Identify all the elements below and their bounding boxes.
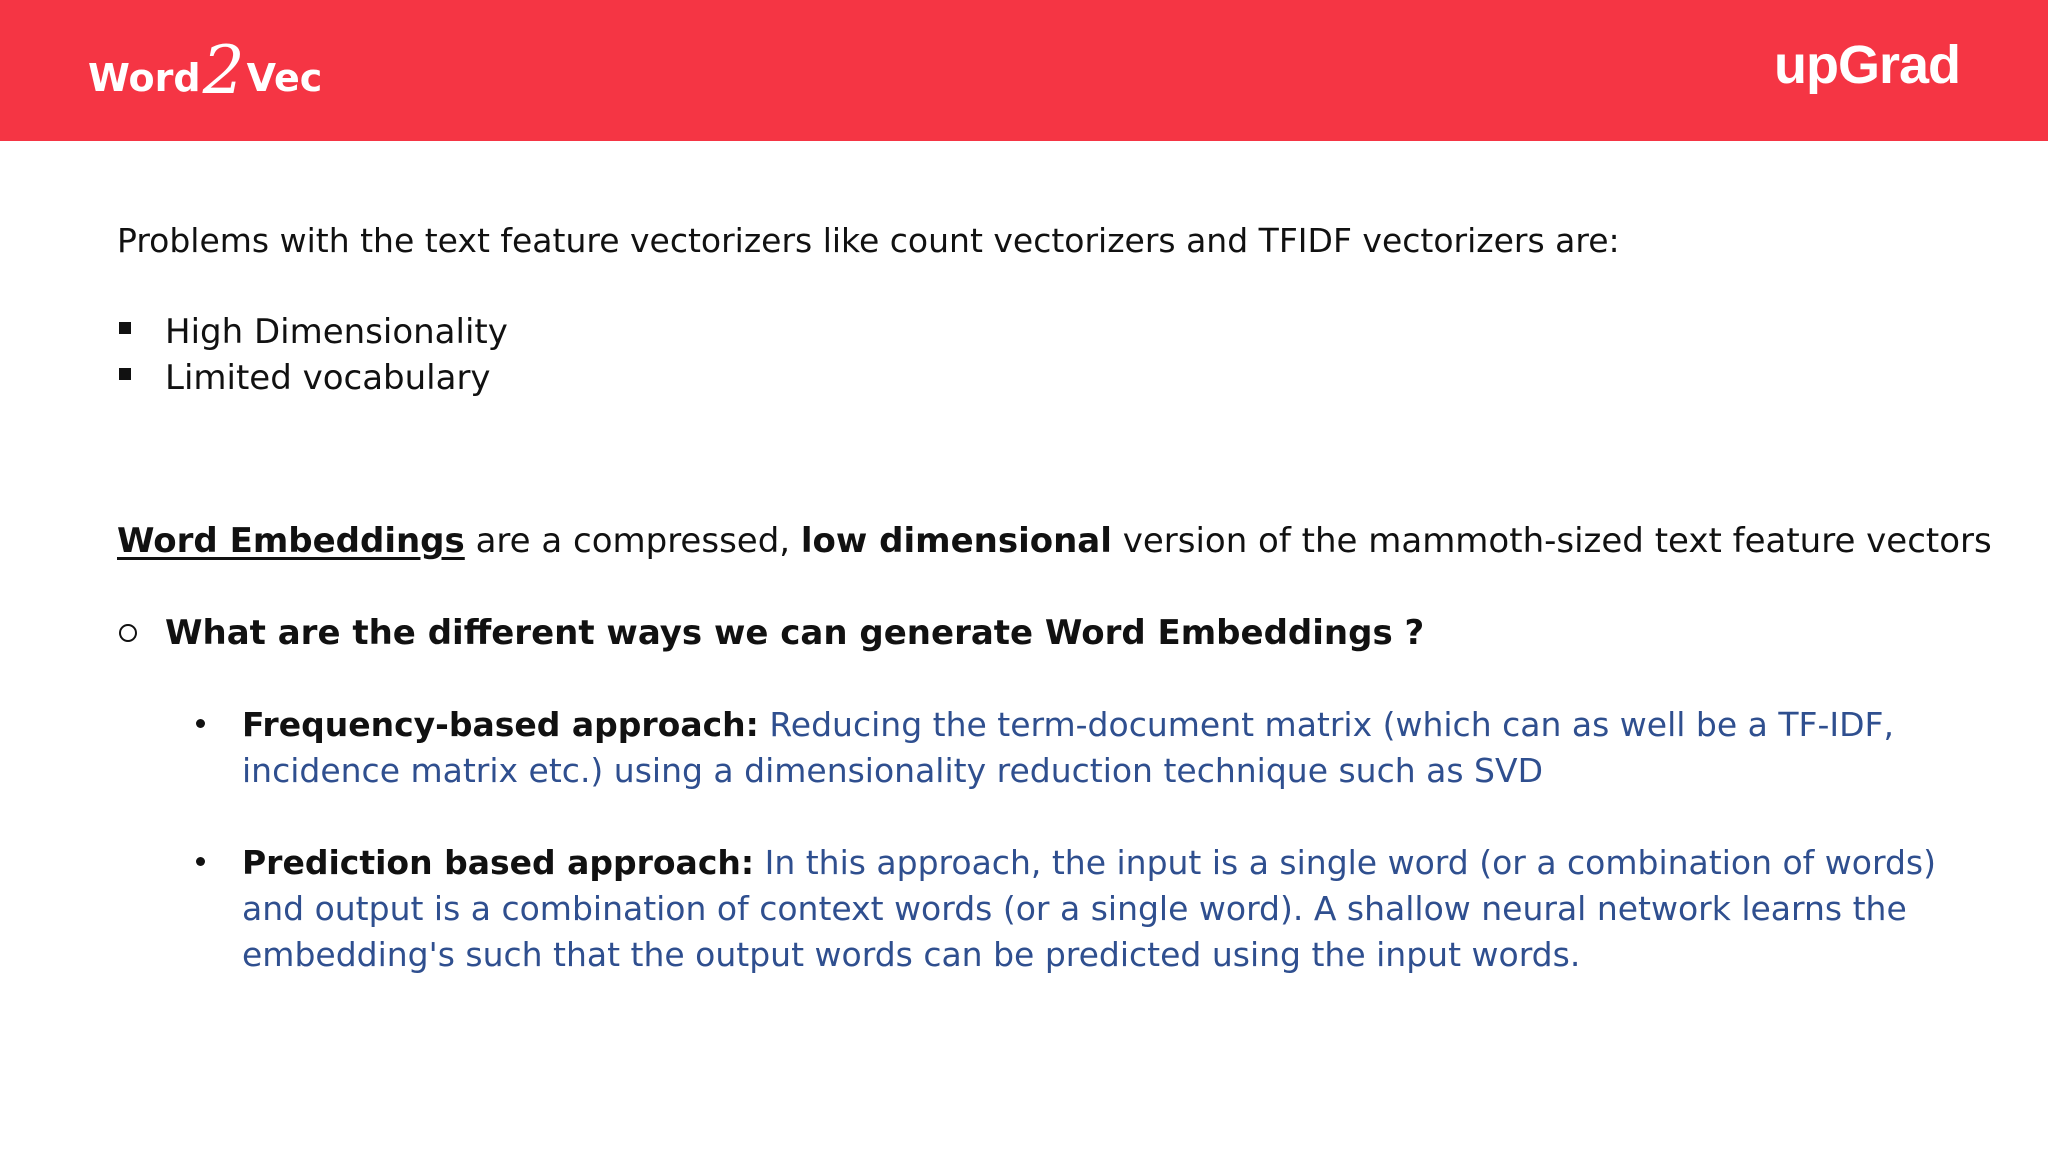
approach-desc: incidence matrix etc.) using a dimensionality reduction technique such as SVD: [242, 751, 1543, 790]
embeddings-text-2: version of the mammoth-sized text feature vectors: [1111, 521, 1992, 561]
dot-bullet-icon: [196, 857, 205, 866]
approach-body: [193, 702, 1893, 794]
approach-desc: embedding's such that the output words can be predicted using the input words.: [242, 935, 1581, 974]
word2vec-logo: [88, 32, 323, 109]
approach-line: [242, 840, 1936, 886]
header-bar: [0, 0, 2048, 141]
embeddings-emphasis: low dimensional: [800, 521, 1112, 561]
approach-desc: and output is a combination of context words (or a single word). A shallow neural network learns the: [242, 889, 1907, 928]
approach-desc: In this approach, the input is a single word (or a combination of words): [754, 843, 1936, 882]
list-item-text: High Dimensionality: [165, 312, 508, 352]
logo-two: 2: [202, 32, 245, 109]
list-item: [117, 309, 1117, 355]
approach-label: Prediction based approach:: [242, 843, 755, 882]
embeddings-definition: [117, 518, 1992, 564]
approach-body: [193, 840, 1936, 978]
circle-bullet-icon: [119, 624, 137, 642]
list-item: [117, 355, 1117, 401]
approach-label: Frequency-based approach:: [242, 705, 759, 744]
approach-prediction: [193, 840, 1936, 978]
logo-word: Word: [88, 56, 201, 100]
square-bullet-icon: [119, 322, 131, 334]
question-text: What are the different ways we can generate Word Embeddings ?: [165, 613, 1425, 653]
approach-frequency: [193, 702, 1893, 794]
approach-line: [242, 702, 1893, 748]
dot-bullet-icon: [196, 719, 205, 728]
question: [117, 610, 1917, 656]
intro-text: Problems with the text feature vectorizers like count vectorizers and TFIDF vectorizers are:: [117, 221, 1620, 260]
embeddings-text-1: are a compressed,: [464, 521, 801, 561]
list-item-text: Limited vocabulary: [165, 358, 491, 398]
upgrad-logo: upGrad: [1773, 35, 1960, 95]
logo-vec: Vec: [246, 56, 323, 100]
problems-list: [117, 309, 1117, 401]
square-bullet-icon: [119, 368, 131, 380]
embeddings-term: Word Embeddings: [117, 521, 465, 561]
approach-desc: Reducing the term-document matrix (which can as well be a TF-IDF,: [758, 705, 1895, 744]
